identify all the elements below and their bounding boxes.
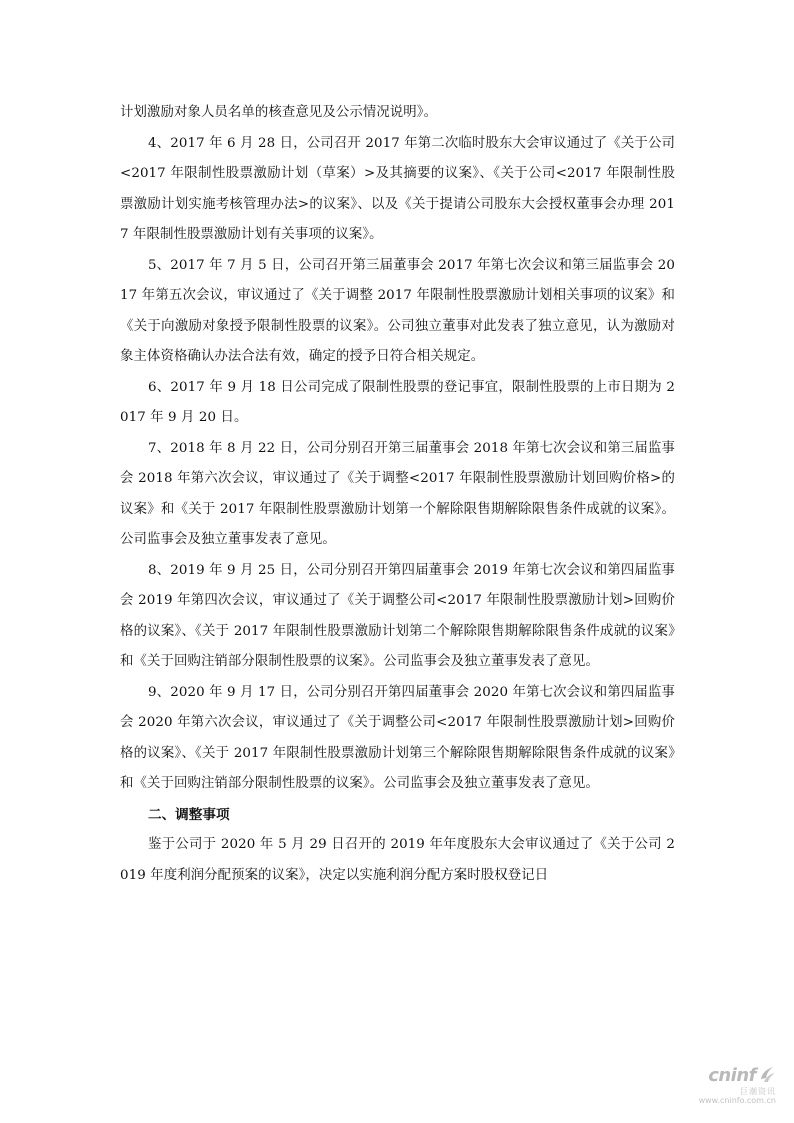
paragraph-adjustment-intro: 鉴于公司于 2020 年 5 月 29 日召开的 2019 年年度股东大会审议通过了《关于公司 2019 年度利润分配预案的议案》，决定以实施利润分配方案时股权登记日 — [120, 837, 675, 883]
paragraph-item-8: 8、2019 年 9 月 25 日，公司分别召开第四届董事会 2019 年第七次会议和第四届监事会 2019 年第四次会议，审议通过了《关于调整公司<2017 年限制性股票激励计划>回购价格的议案》、《关于 2017 年限制性股票激励计划第二个解除限售期解除限售条件成就的议案》和《关于回购注销部分限制性股票的议案》。公司监事会及独立董事发表了意见。 — [120, 562, 675, 669]
paragraph-continuation: 计划激励对象人员名单的核查意见及公示情况说明》。 — [120, 105, 438, 120]
document-body — [120, 98, 675, 891]
watermark-url: www.cninfo.com.cn — [698, 1096, 776, 1105]
paragraph-item-5: 5、2017 年 7 月 5 日，公司召开第三届董事会 2017 年第七次会议和第三届监事会 2017 年第五次会议，审议通过了《关于调整 2017 年限制性股票激励计划相关事项的议案》和《关于向激励对象授予限制性股票的议案》。公司独立董事对此发表了独立意见，认为激励对象主体资格确认办法合法有效，确定的授予日符合相关规定。 — [120, 257, 675, 364]
paragraph-item-7: 7、2018 年 8 月 22 日，公司分别召开第三届董事会 2018 年第七次会议和第三届监事会 2018 年第六次会议，审议通过了《关于调整<2017 年限制性股票激励计划回购价格>的议案》和《关于 2017 年限制性股票激励计划第一个解除限售期解除限售条件成就的议案》。公司监事会及独立董事发表了意见。 — [120, 440, 675, 547]
section-heading: 二、调整事项 — [148, 806, 230, 823]
watermark-chinese-name: 巨潮资讯 — [740, 1087, 776, 1096]
cninfo-swoosh-icon — [758, 1064, 776, 1084]
watermark-logo-text: cninf — [708, 1065, 756, 1086]
cninfo-watermark — [660, 1063, 780, 1109]
paragraph-item-6: 6、2017 年 9 月 18 日公司完成了限制性股票的登记事宜，限制性股票的上市日期为 2017 年 9 月 20 日。 — [120, 379, 675, 425]
watermark-logo-row — [660, 1063, 780, 1087]
paragraph-item-4: 4、2017 年 6 月 28 日，公司召开 2017 年第二次临时股东大会审议通过了《关于公司<2017 年限制性股票激励计划（草案）>及其摘要的议案》、《关于公司<2017 年限制性股票激励计划实施考核管理办法>的议案》、以及《关于提请公司股东大会授权董事会办理 2017 年限制性股票激励计划有关事项的议案》。 — [120, 135, 675, 242]
paragraph-item-9: 9、2020 年 9 月 17 日，公司分别召开第四届董事会 2020 年第七次会议和第四届监事会 2020 年第六次会议，审议通过了《关于调整公司<2017 年限制性股票激励计划>回购价格的议案》、《关于 2017 年限制性股票激励计划第三个解除限售期解除限售条件成就的议案》和《关于回购注销部分限制性股票的议案》。公司监事会及独立董事发表了意见。 — [120, 684, 675, 791]
